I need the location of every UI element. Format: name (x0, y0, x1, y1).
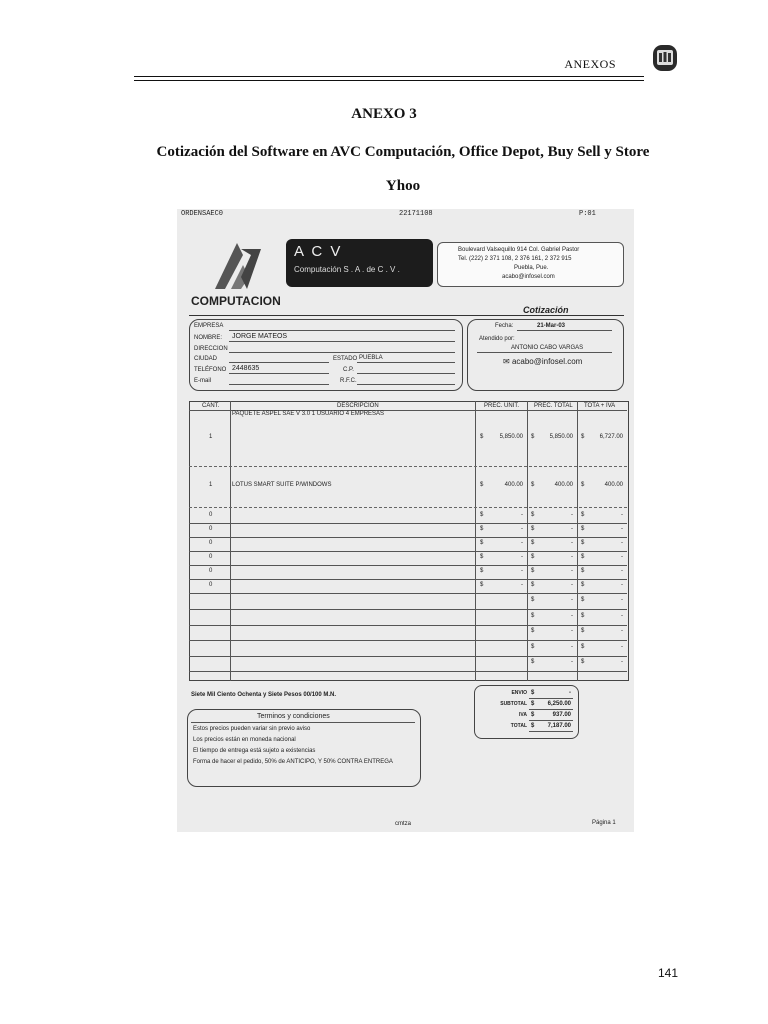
brand-acv: A C V (294, 243, 343, 260)
row-currency: $ (581, 597, 585, 603)
row-currency: $ (480, 512, 484, 518)
row-total-price: - (571, 526, 573, 532)
terms-line: Forma de hacer el pedido, 50% de ANTICIPO, Y 50% CONTRA ENTREGA (193, 759, 393, 765)
row-total-iva: - (621, 597, 623, 603)
terms-line: Estos precios pueden variar sin previo aviso (193, 726, 311, 732)
field-line (477, 352, 612, 353)
terms-rule (191, 722, 415, 723)
amount-in-words: Siete Mil Ciento Ochenta y Siete Pesos 00/100 M.N. (191, 692, 337, 698)
row-separator (189, 593, 627, 594)
totals-value: 937.00 (552, 712, 571, 718)
header-rule-thin (134, 80, 644, 81)
field-line (229, 362, 329, 363)
row-qty: 0 (209, 526, 213, 532)
annex-subtitle-continued: Yhoo (385, 178, 421, 194)
row-total-iva: - (621, 659, 623, 665)
column-divider (230, 401, 231, 681)
row-total-price: - (571, 659, 573, 665)
header-tota-iva: TOTA + IVA (584, 403, 616, 409)
row-currency: $ (581, 512, 585, 518)
brand-name: Computación S . A . de C . V . (294, 265, 400, 274)
row-currency: $ (581, 482, 585, 488)
terms-title: Terminos y condiciones (257, 713, 330, 720)
totals-currency: $ (531, 712, 535, 718)
row-currency: $ (480, 582, 484, 588)
row-separator (189, 565, 627, 566)
address-city: Puebla, Pue. (514, 265, 549, 271)
row-currency: $ (581, 540, 585, 546)
field-line (229, 341, 455, 342)
row-total-iva: - (621, 526, 623, 532)
row-currency: $ (581, 554, 585, 560)
label-nombre: NOMBRE: (194, 335, 223, 341)
row-separator (189, 671, 627, 672)
footer-initials: cmtza (395, 821, 412, 827)
label-rfc: R.F.C. (340, 378, 357, 384)
row-unit-price: - (521, 582, 523, 588)
company-word: COMPUTACION (191, 294, 281, 308)
totals-rule (529, 709, 573, 710)
totals-value: 6,250.00 (547, 701, 571, 707)
brand-block (286, 239, 433, 287)
row-total-iva: - (621, 568, 623, 574)
row-total-iva: - (621, 628, 623, 634)
row-currency: $ (581, 582, 585, 588)
footer-page: Página 1 (592, 820, 616, 826)
row-separator (189, 507, 627, 508)
totals-currency: $ (531, 723, 535, 729)
row-qty: 0 (209, 554, 213, 560)
totals-label: SUBTOTAL (500, 701, 527, 707)
field-line (357, 362, 455, 363)
row-currency: $ (581, 526, 585, 532)
row-separator (189, 640, 627, 641)
field-line (229, 384, 329, 385)
university-seal-icon (652, 44, 678, 72)
value-estado: PUEBLA (359, 355, 383, 361)
row-total-price: - (571, 512, 573, 518)
totals-label: TOTAL (510, 723, 527, 729)
field-line (357, 373, 455, 374)
row-currency: $ (531, 659, 535, 665)
row-currency: $ (531, 568, 535, 574)
value-fecha: 21-Mar-03 (537, 323, 566, 329)
row-unit-price: 5,850.00 (499, 434, 523, 440)
attendant-email-text: acabo@infosel.com (511, 357, 583, 366)
row-unit-price: - (521, 512, 523, 518)
row-currency: $ (480, 434, 484, 440)
row-currency: $ (531, 482, 535, 488)
form-code: ORDENSAEC0 (181, 210, 224, 218)
row-unit-price: - (521, 526, 523, 532)
form-number: 22171108 (399, 210, 433, 218)
header-rule (134, 76, 644, 77)
annex-title: ANEXO 3 (351, 106, 417, 122)
address-block (437, 242, 624, 287)
row-total-price: - (571, 554, 573, 560)
label-ciudad: CIUDAD (194, 356, 218, 362)
row-total-iva: - (621, 540, 623, 546)
field-line (517, 330, 612, 331)
totals-rule (529, 720, 573, 721)
row-total-iva: - (621, 613, 623, 619)
row-currency: $ (531, 540, 535, 546)
totals-currency: $ (531, 690, 535, 696)
field-line (357, 384, 455, 385)
label-estado: ESTADO (333, 356, 358, 362)
row-total-iva: 6,727.00 (599, 434, 623, 440)
row-currency: $ (581, 644, 585, 650)
row-separator (189, 537, 627, 538)
annex-subtitle: Cotización del Software en AVC Computación, Office Depot, Buy Sell y Store (156, 144, 650, 160)
row-total-price: - (571, 613, 573, 619)
totals-rule (529, 698, 573, 699)
column-divider (527, 401, 528, 681)
row-currency: $ (531, 582, 535, 588)
row-total-iva: - (621, 644, 623, 650)
terms-line: El tiempo de entrega está sujeto a existencias (193, 748, 316, 754)
label-direccion: DIRECCION (194, 346, 228, 352)
row-total-iva: - (621, 582, 623, 588)
row-currency: $ (581, 568, 585, 574)
header-prec-unit: PREC. UNIT. (484, 403, 520, 409)
row-currency: $ (531, 434, 535, 440)
row-unit-price: - (521, 554, 523, 560)
label-atendido: Atendido por: (479, 336, 515, 342)
totals-value: 7,187.00 (547, 723, 571, 729)
row-unit-price: 400.00 (504, 482, 523, 488)
document-type: Cotización (523, 305, 569, 315)
row-currency: $ (581, 434, 585, 440)
mail-icon: ✉ (503, 357, 512, 366)
row-total-price: - (571, 540, 573, 546)
acv-logo-icon (211, 239, 265, 293)
totals-value: - (569, 690, 571, 696)
row-total-iva: - (621, 512, 623, 518)
row-total-price: - (571, 568, 573, 574)
row-currency: $ (581, 628, 585, 634)
row-currency: $ (480, 482, 484, 488)
row-currency: $ (480, 540, 484, 546)
row-separator (189, 551, 627, 552)
row-currency: $ (531, 512, 535, 518)
row-currency: $ (480, 526, 484, 532)
address-email: acabo@infosel.com (502, 274, 555, 280)
row-separator (189, 656, 627, 657)
totals-label: IVA (519, 712, 527, 718)
address-phone: Tel. (222) 2 371 108, 2 376 161, 2 372 915 (458, 256, 572, 262)
row-currency: $ (531, 613, 535, 619)
row-currency: $ (531, 628, 535, 634)
header-descripcion: DESCRIPCION (337, 403, 379, 409)
row-currency: $ (480, 554, 484, 560)
header-prec-total: PREC. TOTAL (534, 403, 573, 409)
section-header: ANEXOS (564, 57, 616, 71)
totals-currency: $ (531, 701, 535, 707)
row-currency: $ (531, 554, 535, 560)
terms-line: Los precios están en moneda nacional (193, 737, 296, 743)
row-unit-price: - (521, 540, 523, 546)
value-nombre: JORGE MATEOS (232, 333, 288, 340)
label-fecha: Fecha: (495, 323, 514, 329)
header-cant: CANT. (202, 403, 220, 409)
attendant-email (503, 357, 582, 366)
row-qty: 0 (209, 540, 213, 546)
row-description: PAQUETE ASPEL SAE V 3.0 1 USUARIO 4 EMPRESAS (232, 411, 385, 417)
row-separator (189, 625, 627, 626)
row-qty: 0 (209, 512, 213, 518)
page-number: 141 (657, 966, 678, 980)
label-email: E-mail (194, 378, 212, 384)
address-line: Boulevard Valsequillo 914 Col. Gabriel Pastor (458, 247, 580, 253)
title-rule (189, 315, 624, 316)
row-separator (189, 609, 627, 610)
row-qty: 0 (209, 582, 213, 588)
row-separator (189, 523, 627, 524)
row-total-price: - (571, 628, 573, 634)
row-total-price: - (571, 644, 573, 650)
row-unit-price: - (521, 568, 523, 574)
column-divider (475, 401, 476, 681)
row-separator (189, 579, 627, 580)
value-telefono: 2448635 (232, 365, 260, 372)
form-page-code: P:01 (579, 210, 596, 218)
row-currency: $ (581, 659, 585, 665)
totals-rule (529, 731, 573, 732)
totals-label: ENVIO (511, 690, 527, 696)
row-currency: $ (531, 644, 535, 650)
row-total-price: - (571, 582, 573, 588)
row-qty: 0 (209, 568, 213, 574)
field-line (229, 352, 455, 353)
label-cp: C.P. (343, 367, 354, 373)
row-total-iva: - (621, 554, 623, 560)
row-qty: 1 (209, 434, 213, 440)
row-currency: $ (531, 597, 535, 603)
value-atendido: ANTONIO CABO VARGAS (511, 345, 584, 351)
label-telefono: TELÉFONO (194, 367, 227, 373)
row-currency: $ (581, 613, 585, 619)
row-qty: 1 (209, 482, 213, 488)
row-total-price: 5,850.00 (549, 434, 573, 440)
field-line (229, 330, 455, 331)
row-total-price: - (571, 597, 573, 603)
column-divider (577, 401, 578, 681)
field-line (229, 373, 329, 374)
row-total-iva: 400.00 (604, 482, 623, 488)
row-separator (189, 466, 627, 467)
scanned-quotation (177, 209, 634, 832)
row-currency: $ (531, 526, 535, 532)
label-empresa: EMPRESA (194, 323, 224, 329)
row-total-price: 400.00 (554, 482, 573, 488)
row-description: LOTUS SMART SUITE P/WINDOWS (232, 482, 332, 488)
row-currency: $ (480, 568, 484, 574)
